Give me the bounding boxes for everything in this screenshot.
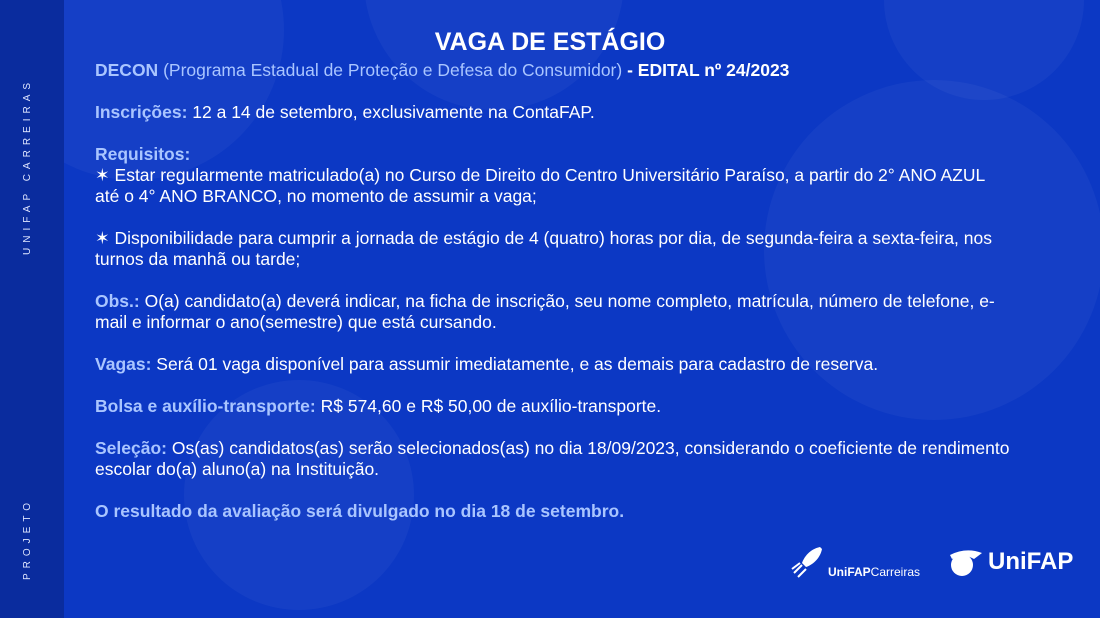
sidebar	[0, 0, 64, 618]
text: Será 01 vaga disponível para assumir imediatamente, e as demais para cadastro de reserva.	[151, 354, 879, 374]
label: Vagas:	[95, 354, 152, 374]
text: 12 a 14 de setembro, exclusivamente na ContaFAP.	[187, 102, 595, 122]
inscricoes	[95, 102, 1010, 123]
label: Requisitos:	[95, 144, 191, 164]
announcement	[95, 28, 1010, 522]
vagas	[95, 354, 1010, 375]
page-title: VAGA DE ESTÁGIO	[434, 28, 666, 56]
label: Inscrições:	[95, 102, 188, 122]
requisitos	[95, 144, 1010, 270]
org-name: DECON	[95, 60, 159, 80]
text: R$ 574,60 e R$ 50,00 de auxílio-transporte.	[315, 396, 662, 416]
requisito-item: ✶ Estar regularmente matriculado(a) no Curso de Direito do Centro Universitário Paraíso, a partir do 2° ANO AZUL até o 4° ANO BRANCO, no momento de assumir a vaga;	[95, 165, 985, 206]
obs	[95, 291, 1010, 333]
unifap-logo	[948, 547, 1073, 577]
logo-text: Carreiras	[870, 565, 921, 579]
header-line	[95, 60, 1010, 81]
label: Obs.:	[95, 291, 140, 311]
org-desc: (Programa Estadual de Proteção e Defesa do Consumidor)	[163, 60, 623, 80]
sidebar-project: PROJETO	[22, 497, 33, 580]
edital: - EDITAL nº 24/2023	[622, 60, 790, 80]
unifap-emblem-icon	[948, 547, 984, 577]
requisito-item: ✶ Disponibilidade para cumprir a jornada de estágio de 4 (quatro) horas por dia, de segunda-feira a sexta-feira, nos turnos da manhã ou tarde;	[95, 228, 992, 269]
label: Seleção:	[95, 438, 167, 458]
sidebar-title: UNIFAP CARREIRAS	[22, 77, 33, 255]
resultado: O resultado da avaliação será divulgado no dia 18 de setembro.	[95, 501, 625, 521]
logos	[790, 545, 1073, 579]
selecao	[95, 438, 1010, 480]
text: O(a) candidato(a) deverá indicar, na ficha de inscrição, seu nome completo, matrícula, número de telefone, e-mail e informar o ano(semestre) que está cursando.	[95, 291, 995, 332]
bolsa	[95, 396, 1010, 417]
logo-text-bold: UniFAP	[828, 565, 871, 579]
label: Bolsa e auxílio-transporte:	[95, 396, 316, 416]
logo-text: UniFAP	[988, 548, 1074, 575]
text: Os(as) candidatos(as) serão selecionados(as) no dia 18/09/2023, considerando o coeficiente de rendimento escolar do(a) aluno(a) na Instituição.	[95, 438, 1010, 479]
rocket-icon	[790, 545, 824, 579]
unifap-carreiras-logo	[790, 545, 920, 579]
